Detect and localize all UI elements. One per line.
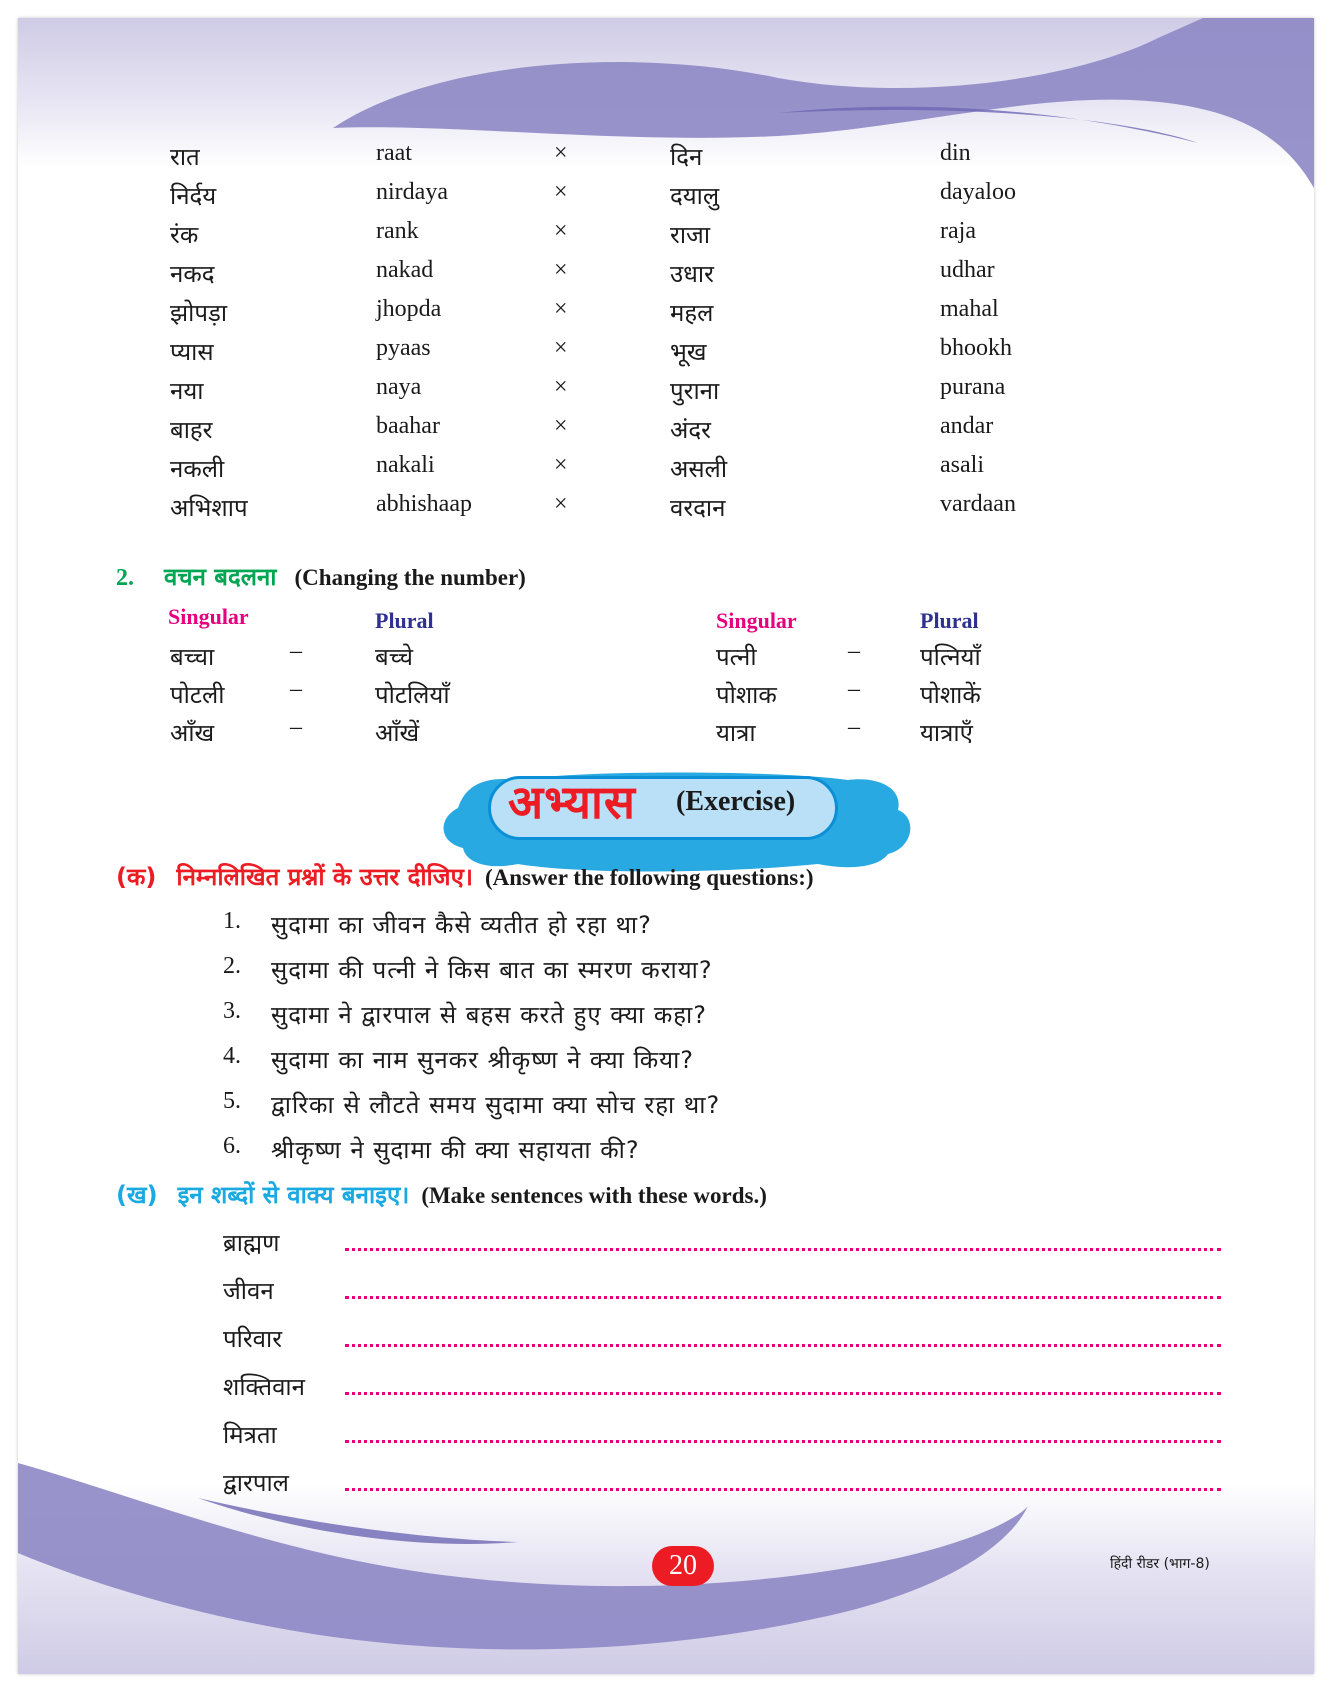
opposite-hindi: दयालु bbox=[670, 182, 720, 210]
question-text: सुदामा का नाम सुनकर श्रीकृष्ण ने क्या किया? bbox=[271, 1046, 695, 1074]
plural-word: पोशाकें bbox=[920, 681, 981, 709]
antonym-row bbox=[18, 179, 1314, 215]
given-word: मित्रता bbox=[223, 1421, 277, 1449]
opposite-roman: bhookh bbox=[940, 335, 1012, 361]
book-title: हिंदी रीडर (भाग-8) bbox=[1110, 1556, 1210, 1572]
dash: – bbox=[848, 676, 860, 702]
opposite-hindi: उधार bbox=[670, 260, 714, 288]
part-a-label: (क) bbox=[116, 863, 157, 891]
plural-word: पोटलियाँ bbox=[375, 681, 450, 709]
singular-header-left: Singular bbox=[168, 604, 249, 629]
antonym-hindi: नकली bbox=[170, 455, 225, 483]
answer-line[interactable] bbox=[345, 1488, 1221, 1491]
antonym-hindi: बाहर bbox=[170, 416, 213, 444]
sentence-row bbox=[223, 1274, 1223, 1318]
answer-line[interactable] bbox=[345, 1296, 1221, 1299]
given-word: द्वारपाल bbox=[223, 1469, 289, 1497]
opposite-roman: din bbox=[940, 140, 971, 166]
antonym-hindi: रात bbox=[170, 143, 200, 171]
question-number: 1. bbox=[223, 908, 241, 934]
antonym-roman: raat bbox=[376, 140, 412, 166]
dash: – bbox=[848, 638, 860, 664]
part-b-title-english: (Make sentences with these words.) bbox=[421, 1183, 767, 1208]
opposite-roman: vardaan bbox=[940, 491, 1016, 517]
part-a-heading bbox=[116, 860, 814, 893]
given-word: जीवन bbox=[223, 1277, 274, 1305]
dash: – bbox=[848, 714, 860, 740]
part-a-title-hindi: निम्नलिखित प्रश्नों के उत्तर दीजिए। bbox=[176, 863, 473, 891]
antonym-roman: nakali bbox=[376, 452, 435, 478]
opposite-hindi: दिन bbox=[670, 143, 703, 171]
antonym-hindi: रंक bbox=[170, 221, 199, 249]
given-word: ब्राह्मण bbox=[223, 1229, 280, 1257]
page bbox=[18, 18, 1314, 1674]
section-2-heading bbox=[116, 560, 526, 593]
answer-line[interactable] bbox=[345, 1248, 1221, 1251]
antonym-row bbox=[18, 257, 1314, 293]
antonym-separator: × bbox=[554, 413, 568, 439]
antonym-row bbox=[18, 140, 1314, 176]
opposite-roman: asali bbox=[940, 452, 984, 478]
question-text: श्रीकृष्ण ने सुदामा की क्या सहायता की? bbox=[271, 1136, 640, 1164]
answer-line[interactable] bbox=[345, 1440, 1221, 1443]
section-title-hindi: वचन बदलना bbox=[164, 563, 277, 591]
antonym-separator: × bbox=[554, 140, 568, 166]
antonym-separator: × bbox=[554, 335, 568, 361]
singular-word: पत्नी bbox=[716, 643, 757, 671]
exercise-banner bbox=[450, 764, 878, 856]
antonym-separator: × bbox=[554, 179, 568, 205]
antonym-row bbox=[18, 218, 1314, 254]
opposite-hindi: भूख bbox=[670, 338, 707, 366]
page-number-badge: 20 bbox=[652, 1546, 714, 1586]
antonym-hindi: प्यास bbox=[170, 338, 214, 366]
answer-line[interactable] bbox=[345, 1392, 1221, 1395]
antonym-hindi: नकद bbox=[170, 260, 215, 288]
antonym-row bbox=[18, 374, 1314, 410]
antonym-roman: jhopda bbox=[376, 296, 442, 322]
singular-word: आँख bbox=[170, 719, 215, 747]
part-b-label: (ख) bbox=[116, 1181, 158, 1209]
antonym-separator: × bbox=[554, 374, 568, 400]
antonym-roman: abhishaap bbox=[376, 491, 472, 517]
opposite-roman: andar bbox=[940, 413, 994, 439]
opposite-hindi: असली bbox=[670, 455, 728, 483]
given-word: परिवार bbox=[223, 1325, 283, 1353]
antonym-roman: rank bbox=[376, 218, 419, 244]
opposite-roman: purana bbox=[940, 374, 1006, 400]
part-b-title-hindi: इन शब्दों से वाक्य बनाइए। bbox=[177, 1181, 410, 1209]
antonym-hindi: नया bbox=[170, 377, 204, 405]
antonym-hindi: अभिशाप bbox=[170, 494, 248, 522]
singular-word: यात्रा bbox=[716, 719, 756, 747]
question-number: 5. bbox=[223, 1088, 241, 1114]
opposite-roman: dayaloo bbox=[940, 179, 1016, 205]
singular-word: पोटली bbox=[170, 681, 225, 709]
dash: – bbox=[290, 676, 302, 702]
sentence-row bbox=[223, 1322, 1223, 1366]
antonym-separator: × bbox=[554, 257, 568, 283]
antonym-hindi: झोपड़ा bbox=[170, 299, 228, 327]
question-text: द्वारिका से लौटते समय सुदामा क्या सोच रहा था? bbox=[271, 1091, 721, 1119]
question-text: सुदामा का जीवन कैसे व्यतीत हो रहा था? bbox=[271, 911, 652, 939]
plural-header-left: Plural bbox=[375, 608, 434, 633]
question-number: 4. bbox=[223, 1043, 241, 1069]
question-text: सुदामा ने द्वारपाल से बहस करते हुए क्या कहा? bbox=[271, 1001, 708, 1029]
given-word: शक्तिवान bbox=[223, 1373, 305, 1401]
antonym-roman: pyaas bbox=[376, 335, 431, 361]
singular-word: पोशाक bbox=[716, 681, 777, 709]
sentence-row bbox=[223, 1466, 1223, 1510]
singular-header-right: Singular bbox=[716, 608, 797, 633]
antonym-roman: nakad bbox=[376, 257, 434, 283]
opposite-hindi: पुराना bbox=[670, 377, 720, 405]
question-number: 6. bbox=[223, 1133, 241, 1159]
section-title-english: (Changing the number) bbox=[294, 565, 526, 590]
antonym-roman: naya bbox=[376, 374, 422, 400]
exercise-title-english: (Exercise) bbox=[676, 786, 796, 817]
opposite-hindi: वरदान bbox=[670, 494, 726, 522]
singular-word: बच्चा bbox=[170, 643, 215, 671]
antonym-separator: × bbox=[554, 296, 568, 322]
opposite-hindi: महल bbox=[670, 299, 714, 327]
exercise-title-hindi: अभ्यास bbox=[508, 775, 636, 829]
section-number: 2. bbox=[116, 565, 134, 591]
sentence-row bbox=[223, 1418, 1223, 1462]
plural-word: पत्नियाँ bbox=[920, 643, 981, 671]
dash: – bbox=[290, 714, 302, 740]
plural-header-right: Plural bbox=[920, 608, 979, 633]
opposite-hindi: अंदर bbox=[670, 416, 711, 444]
antonym-roman: baahar bbox=[376, 413, 440, 439]
antonym-row bbox=[18, 452, 1314, 488]
opposite-hindi: राजा bbox=[670, 221, 711, 249]
plural-word: आँखें bbox=[375, 719, 420, 747]
part-a-title-english: (Answer the following questions:) bbox=[484, 865, 814, 890]
question-number: 3. bbox=[223, 998, 241, 1024]
question-number: 2. bbox=[223, 953, 241, 979]
plural-word: यात्राएँ bbox=[920, 719, 973, 747]
plural-word: बच्चे bbox=[375, 643, 413, 671]
part-b-heading bbox=[116, 1178, 767, 1211]
antonym-separator: × bbox=[554, 218, 568, 244]
dash: – bbox=[290, 638, 302, 664]
antonym-row bbox=[18, 491, 1314, 527]
antonym-roman: nirdaya bbox=[376, 179, 448, 205]
antonym-separator: × bbox=[554, 452, 568, 478]
antonym-row bbox=[18, 413, 1314, 449]
antonym-row bbox=[18, 335, 1314, 371]
opposite-roman: udhar bbox=[940, 257, 995, 283]
antonym-hindi: निर्दय bbox=[170, 182, 217, 210]
opposite-roman: raja bbox=[940, 218, 976, 244]
sentence-row bbox=[223, 1226, 1223, 1270]
antonym-separator: × bbox=[554, 491, 568, 517]
opposite-roman: mahal bbox=[940, 296, 999, 322]
antonym-row bbox=[18, 296, 1314, 332]
answer-line[interactable] bbox=[345, 1344, 1221, 1347]
question-text: सुदामा की पत्नी ने किस बात का स्मरण कराया? bbox=[271, 956, 713, 984]
sentence-row bbox=[223, 1370, 1223, 1414]
